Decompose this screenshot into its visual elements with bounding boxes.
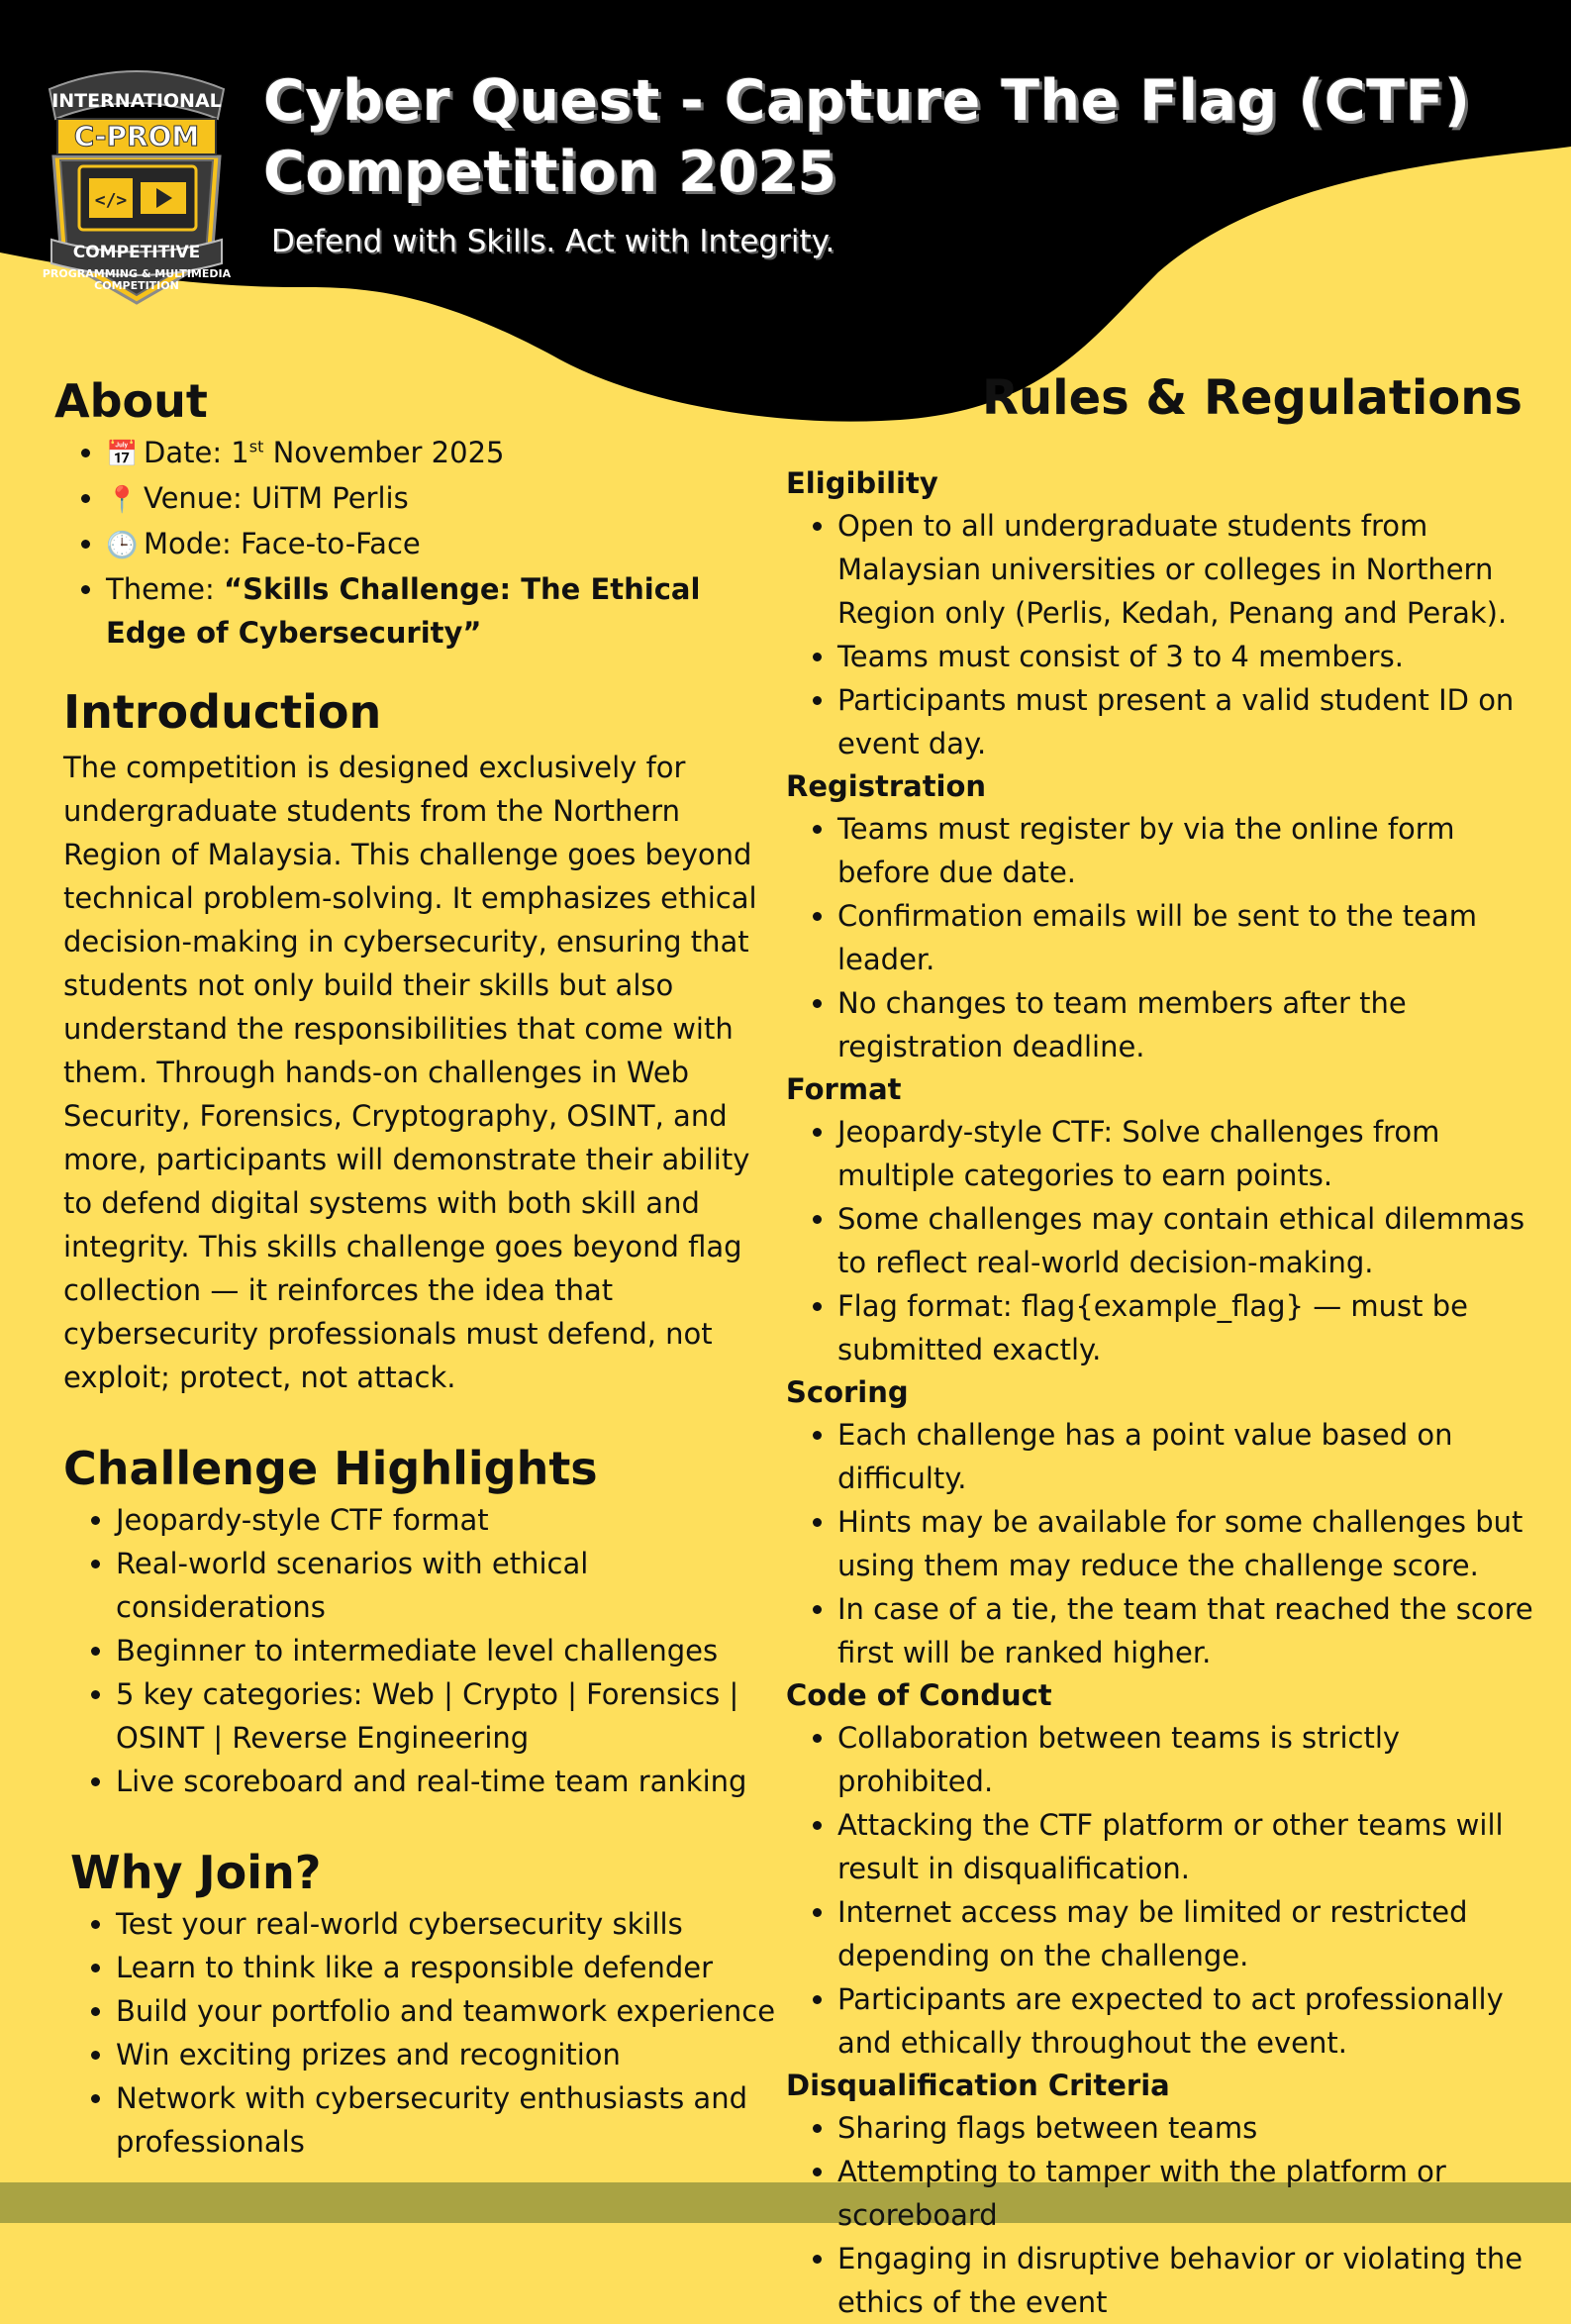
- about-heading: About: [54, 374, 208, 428]
- logo-banner-text: C-PROM: [73, 120, 200, 152]
- scoring-heading: Scoring: [786, 1375, 909, 1409]
- why-join-heading: Why Join?: [70, 1846, 322, 1899]
- list-item: • Participants are expected to act professionally and ethically throughout the event.: [837, 1977, 1538, 2065]
- list-item: • Engaging in disruptive behavior or violating the ethics of the event: [837, 2237, 1538, 2324]
- list-item: • Open to all undergraduate students from Malaysian universities or colleges in Northern Region only (Perlis, Kedah, Penang and Perak).: [837, 504, 1538, 635]
- pin-icon: 📍: [106, 485, 139, 515]
- list-item: • Each challenge has a point value based on difficulty.: [837, 1413, 1538, 1500]
- format-list: [786, 1110, 1538, 1371]
- list-item: • Hints may be available for some challenges but using them may reduce the challenge score.: [837, 1500, 1538, 1587]
- list-item: • Build your portfolio and teamwork experience: [116, 1989, 777, 2033]
- c-prom-badge-icon: [40, 61, 234, 307]
- format-heading: Format: [786, 1072, 902, 1106]
- rules-body: [786, 462, 1538, 2324]
- list-item: • Attempting to tamper with the platform or scoreboard: [837, 2150, 1538, 2237]
- calendar-icon: 📅: [106, 440, 139, 469]
- list-item: • Learn to think like a responsible defender: [116, 1946, 777, 1989]
- list-item: • Jeopardy-style CTF format: [116, 1498, 777, 1542]
- introduction-text: The competition is designed exclusively for undergraduate students from the Northern Region of Malaysia. This challenge goes beyond technical problem-solving. It emphasizes ethical decision-making in cybersecurity, ensuring that students not only build their skills but also understand the responsibilities that come with them. Through hands-on challenges in Web Security, Forensics, Cryptography, OSINT, and more, participants will demonstrate their ability to defend digital systems with both skill and integrity. This skills challenge goes beyond flag collection — it reinforces the idea that cybersecurity professionals must defend, not exploit; protect, not attack.: [63, 751, 757, 1394]
- list-item: • In case of a tie, the team that reached the score first will be ranked higher.: [837, 1587, 1538, 1674]
- list-item: • Win exciting prizes and recognition: [116, 2033, 777, 2076]
- code-of-conduct-heading: Code of Conduct: [786, 1678, 1052, 1712]
- list-item: • Teams must consist of 3 to 4 members.: [837, 635, 1538, 678]
- disqualification-list: [786, 2106, 1538, 2324]
- list-item: • Internet access may be limited or restricted depending on the challenge.: [837, 1890, 1538, 1977]
- about-mode: • 🕒 Mode: Face-to-Face: [106, 522, 777, 567]
- logo-bottom-line2: COMPETITION: [94, 279, 179, 292]
- disqualification-heading: Disqualification Criteria: [786, 2069, 1170, 2102]
- list-item: • Teams must register by via the online form before due date.: [837, 807, 1538, 894]
- list-item: • No changes to team members after the registration deadline.: [837, 981, 1538, 1068]
- page-title: [263, 65, 1530, 208]
- about-venue: • 📍 Venue: UiTM Perlis: [106, 476, 777, 522]
- list-item: • Attacking the CTF platform or other teams will result in disqualification.: [837, 1803, 1538, 1890]
- introduction-heading: Introduction: [63, 685, 382, 739]
- title-line-2: Competition 2025: [263, 140, 837, 205]
- list-item: • Participants must present a valid student ID on event day.: [837, 678, 1538, 765]
- list-item: • Confirmation emails will be sent to the team leader.: [837, 894, 1538, 981]
- list-item: • Live scoreboard and real-time team ranking: [116, 1760, 777, 1803]
- list-item: • Beginner to intermediate level challenges: [116, 1629, 777, 1672]
- list-item: • Test your real-world cybersecurity skills: [116, 1902, 777, 1946]
- about-list: [54, 431, 777, 655]
- logo-top-text: INTERNATIONAL: [51, 90, 222, 112]
- title-line-1: Cyber Quest - Capture The Flag (CTF): [263, 68, 1471, 134]
- left-column: [54, 371, 777, 2164]
- list-item: • Jeopardy-style CTF: Solve challenges from multiple categories to earn points.: [837, 1110, 1538, 1197]
- rules-heading: Rules & Regulations: [982, 370, 1522, 426]
- highlights-list: [54, 1498, 777, 1803]
- about-date: • 📅 Date: 1st November 2025: [106, 431, 777, 476]
- about-theme: • Theme: “Skills Challenge: The Ethical Edge of Cybersecurity”: [106, 567, 777, 655]
- eligibility-heading: Eligibility: [786, 466, 938, 500]
- list-item: • Sharing flags between teams: [837, 2106, 1538, 2150]
- competition-logo: [40, 61, 234, 307]
- right-column: [786, 371, 1538, 2324]
- list-item: • Network with cybersecurity enthusiasts and professionals: [116, 2076, 777, 2164]
- logo-bottom-line1: PROGRAMMING & MULTIMEDIA: [42, 267, 232, 280]
- list-item: • Real-world scenarios with ethical considerations: [116, 1542, 777, 1629]
- svg-text:</>: </>: [94, 190, 128, 211]
- list-item: • Some challenges may contain ethical dilemmas to reflect real-world decision-making.: [837, 1197, 1538, 1284]
- clock-icon: 🕒: [106, 531, 139, 560]
- highlights-heading: Challenge Highlights: [63, 1442, 598, 1495]
- list-item: • 5 key categories: Web | Crypto | Forensics | OSINT | Reverse Engineering: [116, 1672, 777, 1760]
- code-of-conduct-list: [786, 1716, 1538, 2065]
- list-item: • Collaboration between teams is strictly prohibited.: [837, 1716, 1538, 1803]
- registration-heading: Registration: [786, 769, 987, 803]
- list-item: • Flag format: flag{example_flag} — must be submitted exactly.: [837, 1284, 1538, 1371]
- eligibility-list: [786, 504, 1538, 765]
- logo-ribbon-text: COMPETITIVE: [72, 243, 201, 262]
- why-join-list: [54, 1902, 777, 2164]
- tagline: Defend with Skills. Act with Integrity.: [271, 224, 835, 259]
- registration-list: [786, 807, 1538, 1068]
- scoring-list: [786, 1413, 1538, 1674]
